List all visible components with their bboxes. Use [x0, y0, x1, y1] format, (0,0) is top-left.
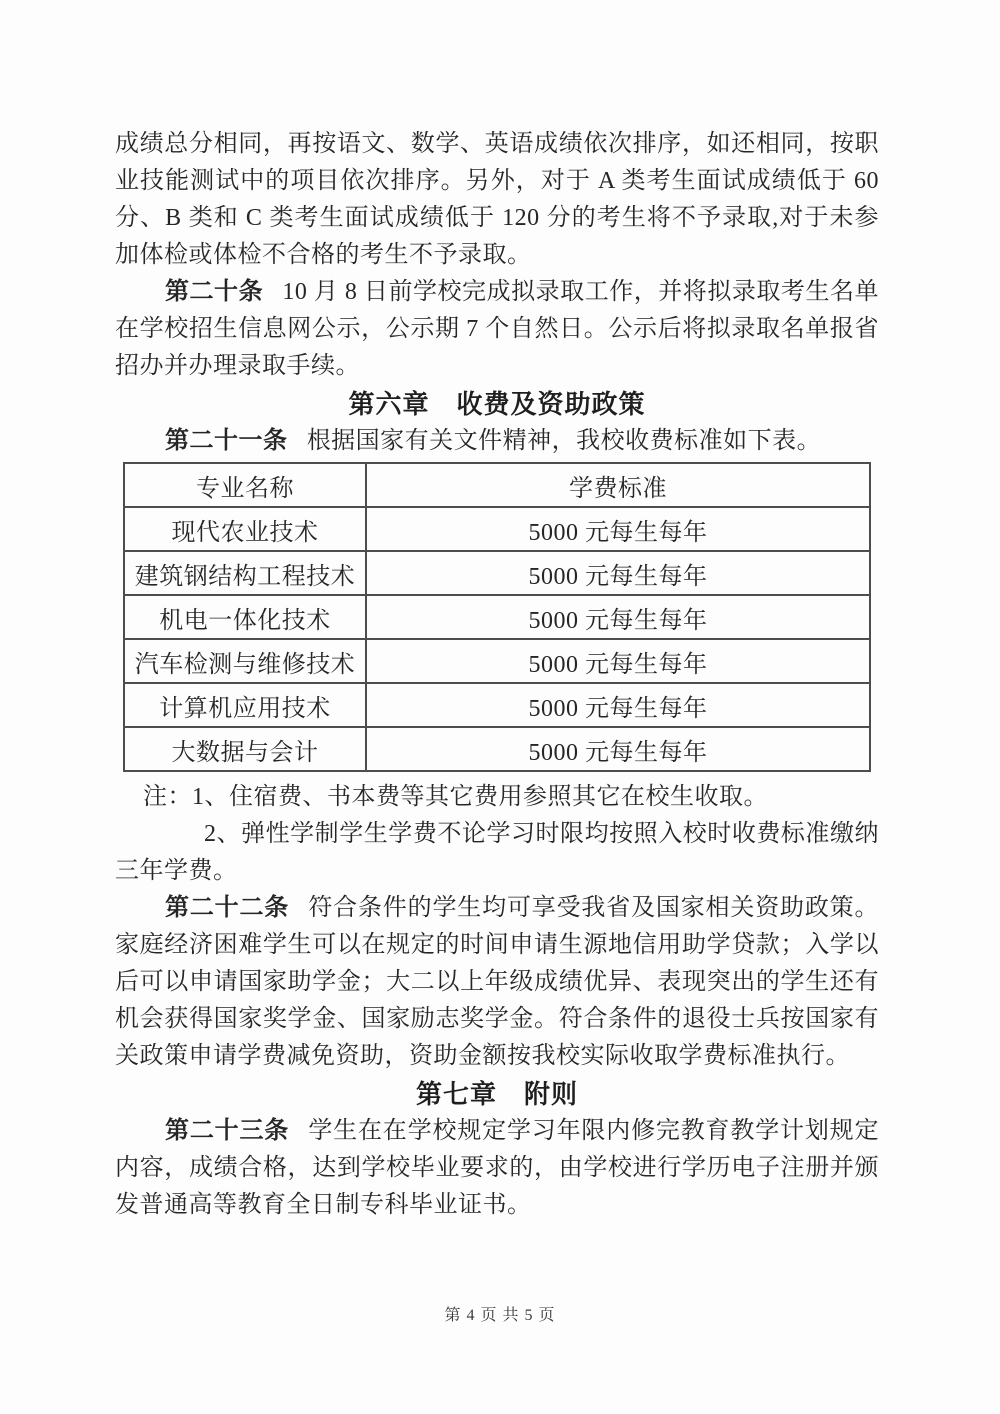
table-note-1: 注：1、住宿费、书本费等其它费用参照其它在校生收取。: [143, 784, 768, 810]
intro-paragraph: 成绩总分相同，再按语文、数学、英语成绩依次排序，如还相同，按职业技能测试中的项目依次排序。另外，对于 A 类考生面试成绩低于 60 分、B 类和 C 类考生面试成绩低于 120 分的考生将不予录取,对于未参加体检或体检不合格的考生不予录取。: [115, 131, 879, 268]
table-note-2: 2、弹性学制学生学费不论学习时限均按照入校时收费标准缴纳三年学费。: [115, 821, 879, 884]
article-23-paragraph: [115, 1113, 879, 1224]
table-row: [124, 683, 870, 727]
chapter-6-heading: 第六章 收费及资助政策: [348, 389, 646, 419]
fee-table-header-row: [124, 463, 870, 507]
article-20-label: 第二十条: [165, 279, 264, 305]
article-21-label: 第二十一条: [165, 428, 288, 454]
table-row: [124, 727, 870, 771]
page-number: 第 4 页 共 5 页: [444, 1307, 556, 1324]
major-cell: 计算机应用技术: [124, 683, 366, 727]
article-22-label: 第二十二条: [165, 895, 290, 921]
fee-table-header-tuition: 学费标准: [366, 463, 870, 507]
article-23-text: 学生在在学校规定学习年限内修完教育教学计划规定内容，成绩合格，达到学校毕业要求的，由学校进行学历电子注册并颁发普通高等教育全日制专科毕业证书。: [115, 1118, 880, 1218]
major-cell: 汽车检测与维修技术: [124, 639, 366, 683]
article-22-text: 符合条件的学生均可享受我省及国家相关资助政策。家庭经济困难学生可以在规定的时间申请生源地信用助学贷款；入学以后可以申请国家助学金；大二以上年级成绩优异、表现突出的学生还有机会获得国家奖学金、国家励志奖学金。符合条件的退役士兵按国家有关政策申请学费减免资助，资助金额按我校实际收取学费标准执行。: [115, 895, 880, 1069]
major-cell: 大数据与会计: [124, 727, 366, 771]
article-23-label: 第二十三条: [165, 1118, 290, 1144]
table-row: [124, 507, 870, 551]
tuition-cell: 5000 元每生每年: [366, 727, 870, 771]
article-22-paragraph: [115, 890, 879, 1075]
table-row: [124, 551, 870, 595]
article-21-text: 根据国家有关文件精神，我校收费标准如下表。: [306, 428, 822, 454]
fee-table: [123, 462, 871, 772]
tuition-cell: 5000 元每生每年: [366, 595, 870, 639]
major-cell: 机电一体化技术: [124, 595, 366, 639]
fee-table-header-major: 专业名称: [124, 463, 366, 507]
chapter-7-heading: 第七章 附则: [415, 1079, 578, 1109]
table-row: [124, 595, 870, 639]
document-body: [115, 126, 879, 1224]
tuition-cell: 5000 元每生每年: [366, 639, 870, 683]
article-20-paragraph: [115, 274, 879, 385]
major-cell: 建筑钢结构工程技术: [124, 551, 366, 595]
article-20-text: 10 月 8 日前学校完成拟录取工作，并将拟录取考生名单在学校招生信息网公示，公示期 7 个自然日。公示后将拟录取名单报省招办并办理录取手续。: [115, 279, 880, 379]
table-row: [124, 639, 870, 683]
major-cell: 现代农业技术: [124, 507, 366, 551]
article-21-paragraph: [115, 423, 879, 460]
tuition-cell: 5000 元每生每年: [366, 551, 870, 595]
tuition-cell: 5000 元每生每年: [366, 683, 870, 727]
tuition-cell: 5000 元每生每年: [366, 507, 870, 551]
